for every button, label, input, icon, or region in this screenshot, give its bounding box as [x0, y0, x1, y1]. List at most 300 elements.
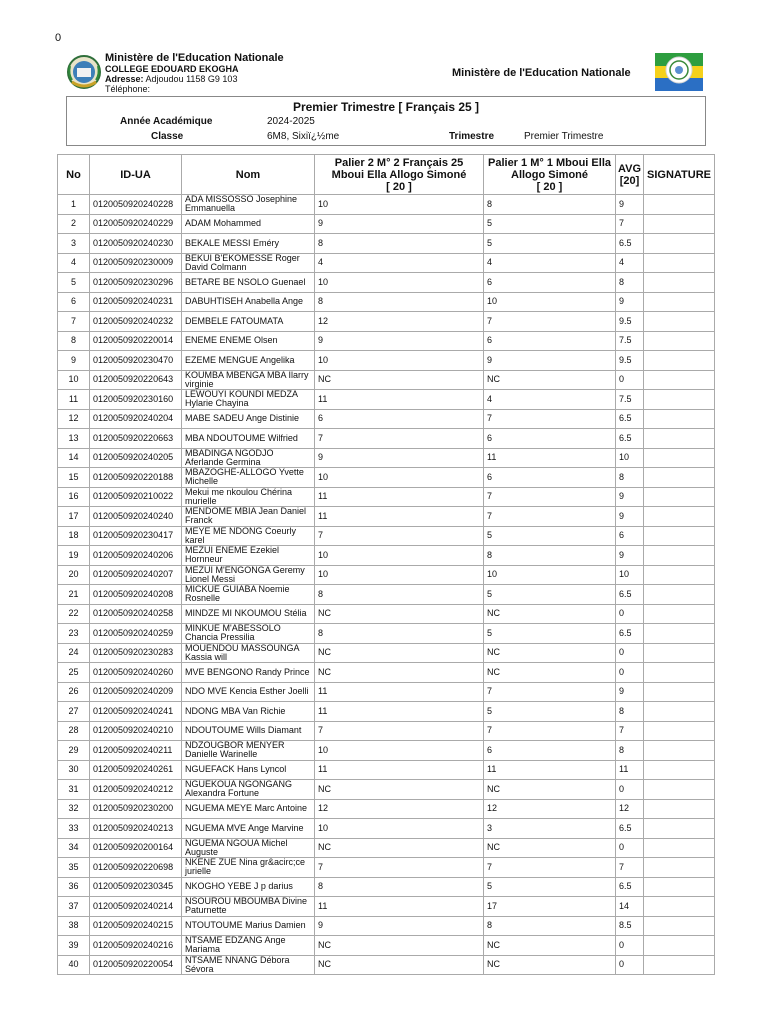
cell-signature: [644, 819, 715, 839]
cell-signature: [644, 370, 715, 390]
table-row: [58, 312, 715, 332]
cell-palier2-grade: 9: [315, 331, 484, 351]
cell-average: 7: [616, 214, 644, 234]
table-row: [58, 546, 715, 566]
cell-no: 24: [58, 643, 90, 663]
cell-no: 33: [58, 819, 90, 839]
cell-signature: [644, 702, 715, 722]
address: [105, 74, 284, 84]
cell-signature: [644, 487, 715, 507]
cell-palier1-grade: 7: [484, 721, 616, 741]
cell-palier2-grade: 11: [315, 682, 484, 702]
cell-no: 17: [58, 507, 90, 527]
col-header-palier2: [315, 155, 484, 195]
cell-average: 6.5: [616, 409, 644, 429]
cell-palier1-grade: 5: [484, 585, 616, 605]
table-header-row: [58, 155, 715, 195]
cell-palier1-grade: 5: [484, 624, 616, 644]
address-value: Adjoudou 1158 G9 103: [143, 74, 238, 84]
cell-average: 0: [616, 370, 644, 390]
cell-average: 9: [616, 546, 644, 566]
cell-palier1-grade: 7: [484, 507, 616, 527]
col-header-signature: SIGNATURE: [644, 155, 715, 195]
cell-name: MEZUI M'ENGONGA Geremy Lionel Messi: [182, 565, 315, 585]
cell-no: 13: [58, 429, 90, 449]
grades-table-body: [58, 195, 715, 975]
cell-palier1-grade: 8: [484, 195, 616, 215]
cell-id-ua: 0120050920240213: [90, 819, 182, 839]
cell-name: MABE SADEU Ange Distinie: [182, 409, 315, 429]
cell-no: 22: [58, 604, 90, 624]
cell-signature: [644, 312, 715, 332]
cell-palier2-grade: NC: [315, 604, 484, 624]
table-row: [58, 565, 715, 585]
table-row: [58, 780, 715, 800]
cell-signature: [644, 526, 715, 546]
table-row: [58, 234, 715, 254]
term-label: Trimestre: [449, 131, 495, 142]
cell-no: 31: [58, 780, 90, 800]
cell-average: 8: [616, 468, 644, 488]
cell-no: 3: [58, 234, 90, 254]
cell-id-ua: 0120050920230009: [90, 253, 182, 273]
table-row: [58, 760, 715, 780]
cell-no: 7: [58, 312, 90, 332]
cell-name: KOUMBA MBENGA MBA Ilarry virginie: [182, 370, 315, 390]
table-row: [58, 838, 715, 858]
cell-average: 10: [616, 565, 644, 585]
cell-no: 8: [58, 331, 90, 351]
cell-palier1-grade: 7: [484, 858, 616, 878]
cell-palier1-grade: 5: [484, 214, 616, 234]
cell-signature: [644, 643, 715, 663]
cell-name: MOUENDOU MASSOUNGA Kassia will: [182, 643, 315, 663]
cell-palier1-grade: 10: [484, 565, 616, 585]
cell-no: 28: [58, 721, 90, 741]
col-header-nom: Nom: [182, 155, 315, 195]
cell-average: 9: [616, 195, 644, 215]
table-row: [58, 897, 715, 917]
cell-palier1-grade: 7: [484, 682, 616, 702]
cell-id-ua: 0120050920240259: [90, 624, 182, 644]
cell-palier1-grade: 8: [484, 546, 616, 566]
cell-name: MEYE ME NDONG Coeurly karel: [182, 526, 315, 546]
document-header: [66, 50, 706, 94]
col-header-id: ID-UA: [90, 155, 182, 195]
cell-id-ua: 0120050920240204: [90, 409, 182, 429]
cell-id-ua: 0120050920230200: [90, 799, 182, 819]
cell-signature: [644, 897, 715, 917]
cell-name: DEMBELE FATOUMATA: [182, 312, 315, 332]
table-row: [58, 819, 715, 839]
cell-signature: [644, 916, 715, 936]
cell-palier2-grade: 10: [315, 468, 484, 488]
cell-id-ua: 0120050920240230: [90, 234, 182, 254]
cell-palier2-grade: 8: [315, 292, 484, 312]
cell-palier1-grade: 11: [484, 448, 616, 468]
school-logo-icon: [66, 54, 102, 90]
cell-average: 7: [616, 858, 644, 878]
cell-palier1-grade: 6: [484, 331, 616, 351]
cell-no: 27: [58, 702, 90, 722]
cell-average: 0: [616, 955, 644, 975]
cell-id-ua: 0120050920220663: [90, 429, 182, 449]
cell-average: 9: [616, 507, 644, 527]
cell-signature: [644, 585, 715, 605]
cell-palier1-grade: NC: [484, 663, 616, 683]
cell-name: ADA MISSOSSO Josephine Emmanuella: [182, 195, 315, 215]
cell-name: Mekui me nkoulou Chérina murielle: [182, 487, 315, 507]
table-row: [58, 643, 715, 663]
cell-id-ua: 0120050920220643: [90, 370, 182, 390]
cell-signature: [644, 936, 715, 956]
cell-signature: [644, 565, 715, 585]
cell-palier2-grade: 11: [315, 702, 484, 722]
cell-signature: [644, 546, 715, 566]
cell-no: 15: [58, 468, 90, 488]
cell-palier2-grade: 12: [315, 799, 484, 819]
cell-average: 7: [616, 721, 644, 741]
cell-palier1-grade: 7: [484, 312, 616, 332]
cell-id-ua: 0120050920220014: [90, 331, 182, 351]
table-row: [58, 663, 715, 683]
cell-signature: [644, 663, 715, 683]
cell-palier1-grade: 5: [484, 526, 616, 546]
cell-signature: [644, 799, 715, 819]
cell-palier2-grade: 10: [315, 741, 484, 761]
palier2-line3: [ 20 ]: [386, 180, 412, 193]
cell-no: 21: [58, 585, 90, 605]
cell-no: 39: [58, 936, 90, 956]
cell-id-ua: 0120050920240261: [90, 760, 182, 780]
cell-palier2-grade: 11: [315, 487, 484, 507]
cell-palier1-grade: 6: [484, 468, 616, 488]
cell-no: 18: [58, 526, 90, 546]
cell-no: 25: [58, 663, 90, 683]
cell-id-ua: 0120050920220188: [90, 468, 182, 488]
cell-signature: [644, 858, 715, 878]
grades-table: [57, 154, 715, 975]
cell-signature: [644, 780, 715, 800]
cell-name: NTOUTOUME Marius Damien: [182, 916, 315, 936]
table-row: [58, 858, 715, 878]
table-row: [58, 799, 715, 819]
table-row: [58, 955, 715, 975]
cell-palier1-grade: NC: [484, 838, 616, 858]
cell-no: 4: [58, 253, 90, 273]
cell-palier1-grade: 5: [484, 877, 616, 897]
cell-palier1-grade: 9: [484, 351, 616, 371]
cell-no: 9: [58, 351, 90, 371]
cell-no: 32: [58, 799, 90, 819]
table-row: [58, 448, 715, 468]
cell-average: 12: [616, 799, 644, 819]
cell-name: MVE BENGONO Randy Prince: [182, 663, 315, 683]
cell-palier2-grade: 10: [315, 819, 484, 839]
cell-palier2-grade: 7: [315, 858, 484, 878]
cell-average: 6.5: [616, 624, 644, 644]
cell-average: 8.5: [616, 916, 644, 936]
cell-id-ua: 0120050920240206: [90, 546, 182, 566]
cell-signature: [644, 468, 715, 488]
cell-signature: [644, 429, 715, 449]
page-number: 0: [55, 32, 62, 44]
cell-palier1-grade: 4: [484, 390, 616, 410]
table-row: [58, 507, 715, 527]
cell-palier2-grade: 6: [315, 409, 484, 429]
cell-average: 9.5: [616, 312, 644, 332]
cell-palier1-grade: 5: [484, 234, 616, 254]
cell-palier2-grade: 10: [315, 351, 484, 371]
cell-signature: [644, 273, 715, 293]
cell-palier2-grade: 11: [315, 897, 484, 917]
cell-palier2-grade: NC: [315, 370, 484, 390]
school-name: COLLEGE EDOUARD EKOGHA: [105, 64, 239, 74]
cell-id-ua: 0120050920240209: [90, 682, 182, 702]
table-row: [58, 273, 715, 293]
cell-palier1-grade: 7: [484, 409, 616, 429]
cell-signature: [644, 331, 715, 351]
cell-signature: [644, 234, 715, 254]
gabon-flag-icon: [655, 53, 703, 91]
cell-palier2-grade: 12: [315, 312, 484, 332]
phone-label: Téléphone:: [105, 84, 151, 94]
cell-id-ua: 0120050920240231: [90, 292, 182, 312]
cell-no: 23: [58, 624, 90, 644]
class-value: 6M8, Sixiï¿½me: [267, 131, 340, 142]
cell-average: 14: [616, 897, 644, 917]
cell-palier1-grade: 5: [484, 702, 616, 722]
cell-no: 36: [58, 877, 90, 897]
cell-palier1-grade: NC: [484, 936, 616, 956]
cell-name: MINDZE MI NKOUMOU Stélia: [182, 604, 315, 624]
cell-name: MBA NDOUTOUME Wilfried: [182, 429, 315, 449]
col-header-no: No: [58, 155, 90, 195]
cell-palier1-grade: NC: [484, 370, 616, 390]
cell-signature: [644, 760, 715, 780]
cell-signature: [644, 351, 715, 371]
organization-block: [105, 52, 284, 94]
cell-average: 7.5: [616, 390, 644, 410]
cell-palier2-grade: 9: [315, 916, 484, 936]
cell-name: NGUEMA NGOUA Michel Auguste: [182, 838, 315, 858]
cell-no: 6: [58, 292, 90, 312]
cell-no: 1: [58, 195, 90, 215]
cell-average: 9: [616, 682, 644, 702]
cell-average: 6.5: [616, 585, 644, 605]
cell-signature: [644, 214, 715, 234]
cell-average: 11: [616, 760, 644, 780]
cell-id-ua: 0120050920240260: [90, 663, 182, 683]
cell-average: 0: [616, 643, 644, 663]
table-row: [58, 702, 715, 722]
palier1-line2: Allogo Simoné: [511, 168, 588, 181]
cell-name: BEKALE MESSI Eméry: [182, 234, 315, 254]
cell-name: ENEME ENEME Olsen: [182, 331, 315, 351]
cell-palier2-grade: 11: [315, 507, 484, 527]
cell-id-ua: 0120050920240229: [90, 214, 182, 234]
cell-name: NTSAME EDZANG Ange Mariama: [182, 936, 315, 956]
table-row: [58, 351, 715, 371]
cell-name: NKOGHO YEBE J p darius: [182, 877, 315, 897]
cell-palier1-grade: 8: [484, 916, 616, 936]
cell-id-ua: 0120050920240205: [90, 448, 182, 468]
cell-average: 9.5: [616, 351, 644, 371]
cell-id-ua: 0120050920220698: [90, 858, 182, 878]
cell-palier1-grade: 12: [484, 799, 616, 819]
cell-id-ua: 0120050920210022: [90, 487, 182, 507]
cell-palier2-grade: 10: [315, 546, 484, 566]
cell-palier2-grade: 10: [315, 195, 484, 215]
cell-name: MBADINGA NGODJO Aferlande Germina: [182, 448, 315, 468]
cell-name: MEZUI ENEME Ezekiel Hornneur: [182, 546, 315, 566]
col-header-palier1: [484, 155, 616, 195]
ministry-name: Ministère de l'Education Nationale: [105, 52, 284, 64]
table-row: [58, 409, 715, 429]
cell-id-ua: 0120050920240240: [90, 507, 182, 527]
cell-average: 0: [616, 604, 644, 624]
cell-id-ua: 0120050920230283: [90, 643, 182, 663]
cell-name: NSOUROU MBOUMBA Divine Paturnette: [182, 897, 315, 917]
table-row: [58, 936, 715, 956]
cell-palier1-grade: NC: [484, 780, 616, 800]
cell-average: 10: [616, 448, 644, 468]
cell-name: NGUEFACK Hans Lyncol: [182, 760, 315, 780]
table-row: [58, 214, 715, 234]
table-row: [58, 195, 715, 215]
cell-signature: [644, 195, 715, 215]
cell-palier2-grade: 11: [315, 390, 484, 410]
cell-palier1-grade: NC: [484, 955, 616, 975]
cell-palier1-grade: 17: [484, 897, 616, 917]
cell-palier2-grade: NC: [315, 955, 484, 975]
cell-no: 12: [58, 409, 90, 429]
cell-average: 4: [616, 253, 644, 273]
cell-id-ua: 0120050920240232: [90, 312, 182, 332]
cell-signature: [644, 721, 715, 741]
cell-signature: [644, 877, 715, 897]
cell-palier2-grade: NC: [315, 838, 484, 858]
avg-line2: [20]: [619, 174, 640, 187]
cell-average: 6: [616, 526, 644, 546]
cell-average: 0: [616, 663, 644, 683]
cell-no: 35: [58, 858, 90, 878]
cell-signature: [644, 604, 715, 624]
col-header-avg: [616, 155, 644, 195]
cell-palier2-grade: 10: [315, 273, 484, 293]
cell-name: BETARE BE NSOLO Guenael: [182, 273, 315, 293]
table-row: [58, 877, 715, 897]
cell-id-ua: 0120050920230160: [90, 390, 182, 410]
cell-id-ua: 0120050920230345: [90, 877, 182, 897]
cell-average: 9: [616, 292, 644, 312]
cell-name: DABUHTISEH Anabella Ange: [182, 292, 315, 312]
cell-id-ua: 0120050920230296: [90, 273, 182, 293]
cell-palier1-grade: 7: [484, 487, 616, 507]
cell-no: 38: [58, 916, 90, 936]
cell-name: BEKUI B'EKOMESSE Roger David Colmann: [182, 253, 315, 273]
cell-name: NGUEKOUA NGONGANG Alexandra Fortune: [182, 780, 315, 800]
cell-palier1-grade: 3: [484, 819, 616, 839]
cell-id-ua: 0120050920240208: [90, 585, 182, 605]
cell-id-ua: 0120050920240207: [90, 565, 182, 585]
cell-name: NDONG MBA Van Richie: [182, 702, 315, 722]
cell-average: 8: [616, 702, 644, 722]
cell-average: 7.5: [616, 331, 644, 351]
report-info-box: [66, 96, 706, 146]
cell-palier2-grade: 9: [315, 214, 484, 234]
table-row: [58, 487, 715, 507]
cell-average: 6.5: [616, 877, 644, 897]
cell-id-ua: 0120050920230470: [90, 351, 182, 371]
cell-palier2-grade: 8: [315, 234, 484, 254]
cell-name: NDZOUGBOR MENYER Danielle Warinelle: [182, 741, 315, 761]
cell-palier2-grade: 7: [315, 429, 484, 449]
table-row: [58, 292, 715, 312]
cell-name: MINKUE M'ABESSOLO Chancia Pressilia: [182, 624, 315, 644]
cell-palier1-grade: 6: [484, 429, 616, 449]
cell-name: NDOUTOUME Wills Diamant: [182, 721, 315, 741]
cell-no: 2: [58, 214, 90, 234]
term-value: Premier Trimestre: [524, 131, 604, 142]
palier1-line1: Palier 1 M° 1 Mboui Ella: [488, 156, 611, 169]
palier2-line2: Mboui Ella Allogo Simoné: [331, 168, 467, 181]
cell-average: 0: [616, 780, 644, 800]
cell-name: EZEME MENGUE Angelika: [182, 351, 315, 371]
cell-id-ua: 0120050920240211: [90, 741, 182, 761]
cell-palier2-grade: 4: [315, 253, 484, 273]
cell-average: 6.5: [616, 429, 644, 449]
cell-signature: [644, 838, 715, 858]
cell-name: NDO MVE Kencia Esther Joelli: [182, 682, 315, 702]
cell-name: NGUEMA MEYE Marc Antoine: [182, 799, 315, 819]
cell-name: LEWOUYI KOUNDI MEDZA Hylarie Chayina: [182, 390, 315, 410]
cell-signature: [644, 682, 715, 702]
cell-palier1-grade: 4: [484, 253, 616, 273]
cell-name: ADAM Mohammed: [182, 214, 315, 234]
cell-no: 11: [58, 390, 90, 410]
cell-id-ua: 0120050920240228: [90, 195, 182, 215]
cell-id-ua: 0120050920240212: [90, 780, 182, 800]
cell-palier1-grade: 6: [484, 741, 616, 761]
cell-name: MICKUE GUIABA Noemie Rosnelle: [182, 585, 315, 605]
cell-no: 26: [58, 682, 90, 702]
cell-palier1-grade: 6: [484, 273, 616, 293]
cell-signature: [644, 390, 715, 410]
cell-no: 19: [58, 546, 90, 566]
cell-palier2-grade: 8: [315, 624, 484, 644]
cell-name: NKENE ZUE Nina gr&acirc;ce jurielle: [182, 858, 315, 878]
cell-no: 10: [58, 370, 90, 390]
cell-signature: [644, 292, 715, 312]
table-row: [58, 429, 715, 449]
academic-year-label: Année Académique: [120, 116, 213, 127]
cell-palier2-grade: 8: [315, 877, 484, 897]
cell-no: 40: [58, 955, 90, 975]
cell-average: 8: [616, 741, 644, 761]
cell-name: NGUEMA MVE Ange Marvine: [182, 819, 315, 839]
cell-palier2-grade: 10: [315, 565, 484, 585]
cell-average: 0: [616, 838, 644, 858]
cell-no: 5: [58, 273, 90, 293]
cell-palier2-grade: 7: [315, 721, 484, 741]
cell-average: 6.5: [616, 234, 644, 254]
cell-id-ua: 0120050920240210: [90, 721, 182, 741]
cell-name: MBAZOGHE-ALLOGO Yvette Michelle: [182, 468, 315, 488]
table-row: [58, 604, 715, 624]
table-row: [58, 526, 715, 546]
cell-id-ua: 0120050920220054: [90, 955, 182, 975]
